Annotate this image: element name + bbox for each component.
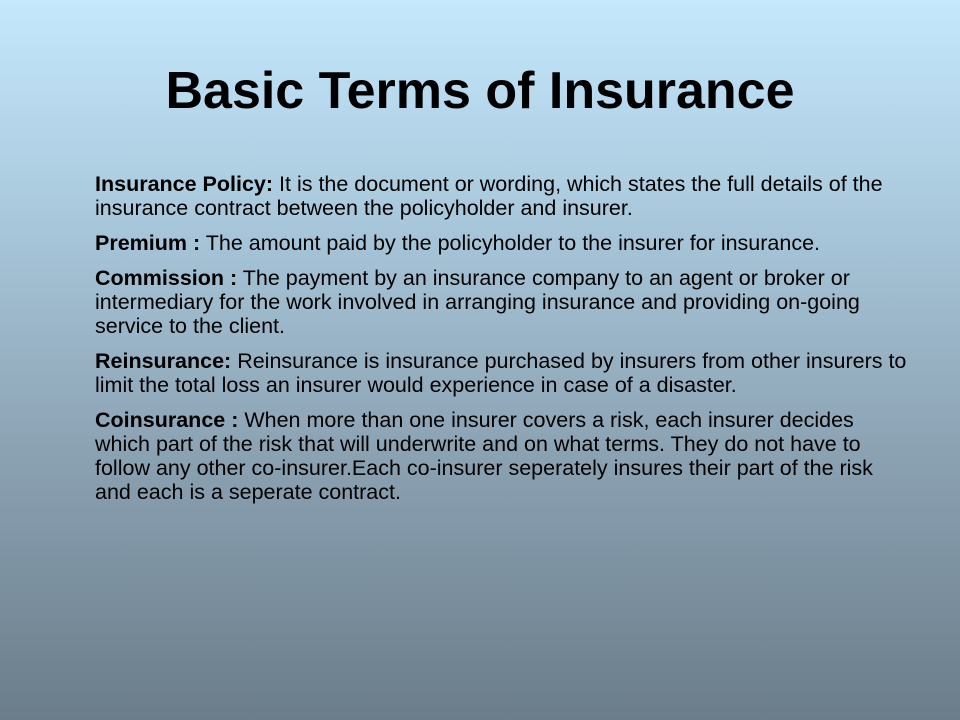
term-definition: When more than one insurer covers a risk, each insurer decides which part of the risk that will underwrite and on what terms. They do not have to follow any other co-insurer.Each co-insurer seperately insures their part of the risk and each is a seperate contract. (95, 408, 873, 504)
term-name: Coinsurance : (95, 408, 239, 432)
term-definition: The amount paid by the policyholder to the insurer for insurance. (200, 231, 821, 255)
term-name: Insurance Policy: (95, 172, 274, 196)
terms-list (95, 172, 910, 515)
term-commission (95, 266, 910, 338)
term-definition: Reinsurance is insurance purchased by insurers from other insurers to limit the total loss an insurer would experience in case of a disaster. (95, 349, 907, 397)
term-name: Commission : (95, 266, 238, 290)
term-coinsurance (95, 408, 910, 504)
term-insurance-policy (95, 172, 910, 220)
term-reinsurance (95, 349, 910, 397)
term-premium (95, 231, 910, 255)
term-definition: The payment by an insurance company to an agent or broker or intermediary for the work involved in arranging insurance and providing on-going service to the client. (95, 266, 860, 338)
term-definition: It is the document or wording, which states the full details of the insurance contract between the policyholder and insurer. (95, 172, 883, 220)
term-name: Premium : (95, 231, 201, 255)
term-name: Reinsurance: (95, 349, 232, 373)
slide-title: Basic Terms of Insurance (165, 62, 795, 120)
